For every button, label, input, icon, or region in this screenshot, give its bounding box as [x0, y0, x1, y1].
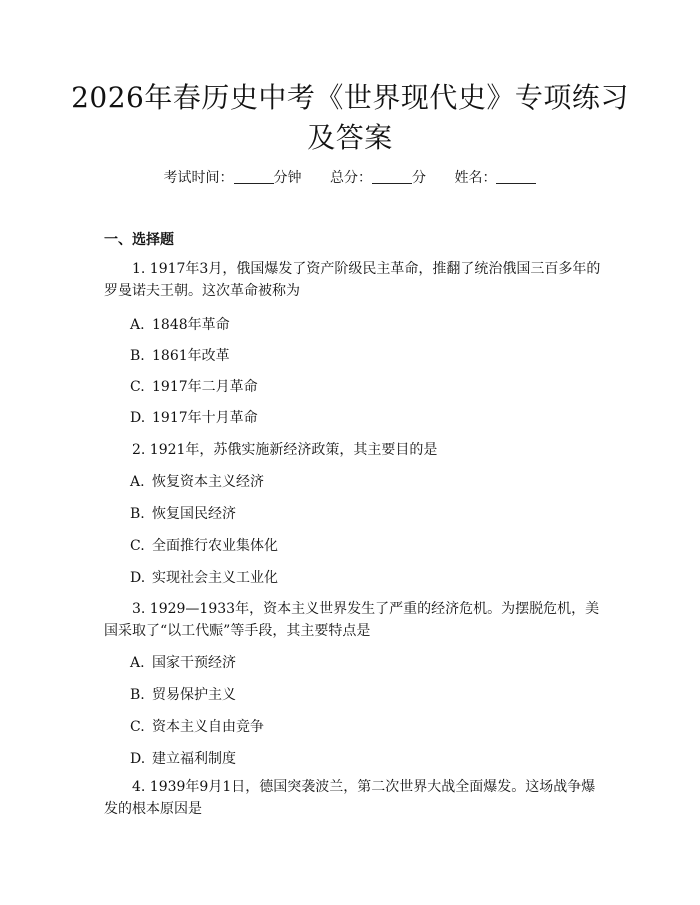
question-1-option-c[interactable]: C. 1917年二月革命	[130, 379, 258, 395]
score-label: 总分：	[330, 170, 372, 186]
time-blank[interactable]	[234, 169, 274, 184]
score-unit: 分	[412, 170, 426, 186]
question-4: 4. 1939年9月1日，德国突袭波兰，第二次世界大战全面爆发。这场战争爆发的根本原因是	[104, 779, 596, 817]
question-2: 2. 1921年，苏俄实施新经济政策，其主要目的是	[132, 442, 438, 458]
exam-info	[0, 168, 700, 188]
question-1: 1. 1917年3月，俄国爆发了资产阶级民主革命，推翻了统治俄国三百多年的罗曼诺夫王朝。这次革命被称为	[104, 261, 601, 299]
question-3-option-c[interactable]: C. 资本主义自由竞争	[130, 719, 264, 735]
question-3-option-d[interactable]: D. 建立福利制度	[130, 751, 236, 767]
score-blank[interactable]	[372, 169, 412, 184]
name-field	[454, 170, 536, 186]
question-3-option-b[interactable]: B. 贸易保护主义	[130, 687, 236, 703]
title-line-2: 及答案	[307, 121, 393, 154]
section-title: 一、选择题	[104, 232, 174, 248]
question-3-option-a[interactable]: A. 国家干预经济	[130, 655, 236, 671]
name-blank[interactable]	[496, 169, 536, 184]
question-1-option-d[interactable]: D. 1917年十月革命	[130, 410, 258, 426]
score-field	[330, 170, 426, 186]
question-2-option-a[interactable]: A. 恢复资本主义经济	[130, 474, 264, 490]
name-label: 姓名：	[454, 170, 497, 186]
question-3: 3. 1929—1933年，资本主义世界发生了严重的经济危机。为摆脱危机，美国采取了“以工代赈”等手段，其主要特点是	[104, 601, 600, 639]
page-title	[60, 78, 640, 158]
time-label: 考试时间：	[163, 170, 234, 186]
time-field	[164, 170, 302, 186]
question-1-option-a[interactable]: A. 1848年革命	[130, 317, 230, 333]
question-2-option-c[interactable]: C. 全面推行农业集体化	[130, 538, 278, 554]
title-line-1: 2026年春历史中考《世界现代史》专项练习	[71, 81, 629, 114]
time-unit: 分钟	[273, 170, 302, 186]
question-1-option-b[interactable]: B. 1861年改革	[130, 348, 230, 364]
question-2-option-b[interactable]: B. 恢复国民经济	[130, 506, 236, 522]
question-2-option-d[interactable]: D. 实现社会主义工业化	[130, 570, 278, 586]
